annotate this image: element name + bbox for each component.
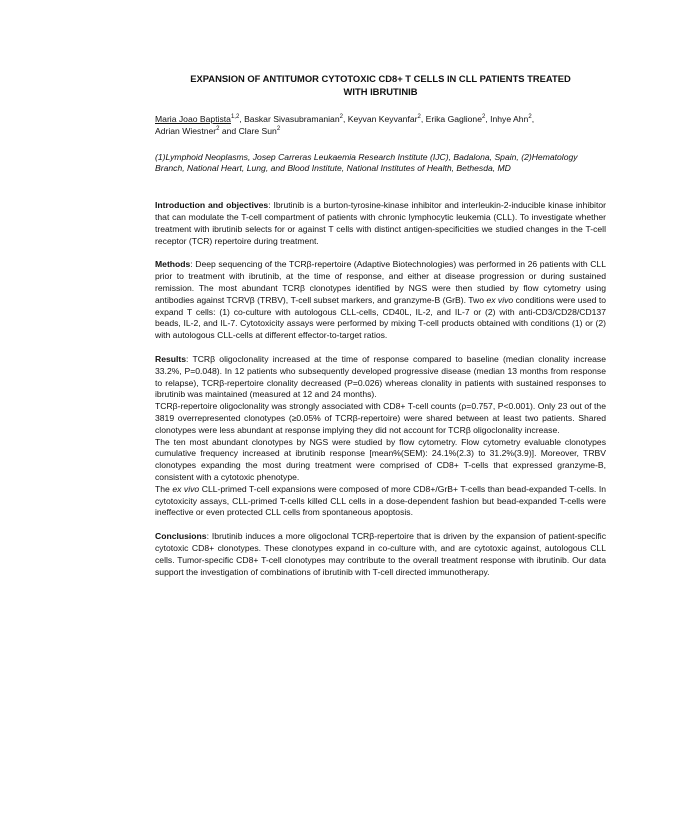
introduction-paragraph — [155, 200, 606, 247]
author-affiliation-mark: 2 — [528, 114, 532, 121]
italic-term: ex vivo — [486, 294, 514, 305]
author-affiliation-mark: 2 — [276, 125, 281, 132]
results-section — [155, 354, 606, 519]
section-text: : Ibrutinib is a burton-tyrosine-kinase inhibitor and interleukin-2-inducible kinase inhibitor that can modulate the T-cell compartment of patients with chronic lymphocytic leukemia (CLL). To investigate whether treatment with ibrutinib selects for or against T cells with distinct antigen-specificities we studied changes in the T-cell receptor (TCR) repertoire during treatment. — [155, 200, 606, 246]
author-name: , Baskar Sivasubramanian — [239, 114, 340, 124]
results-paragraph — [155, 484, 606, 519]
abstract-body — [155, 72, 606, 590]
italic-term: ex vivo — [172, 483, 200, 494]
section-heading: Methods — [155, 259, 191, 270]
title-line-1: EXPANSION OF ANTITUMOR CYTOTOXIC CD8+ T CELLS IN CLL PATIENTS TREATED — [190, 73, 571, 84]
methods-paragraph — [155, 259, 606, 342]
author-affiliation-mark: 2 — [216, 125, 220, 132]
author-name: and Clare Sun — [219, 125, 277, 136]
author-affiliation-mark: 2 — [417, 114, 421, 121]
section-text: : Deep sequencing of the TCRβ-repertoire (Adaptive Biotechnologies) was performed in 26 patients with CLL prior to treatment with ibrutinib, at the time of response, and either at disease progression or during sustained remission. The most abundant TCRβ clonotypes identified by NGS were then studied by flow cytometry using antibodies against TCRVβ (TRBV), T-cell subset markers, and granzyme-B (GrB). Two — [155, 259, 606, 305]
affiliations: (1)Lymphoid Neoplasms, Josep Carreras Leukaemia Research Institute (IJC), Badalona, Spain, (2)Hematology Branch, National Heart, Lung, and Blood Institute, National Institutes of Health, Bethesda, MD — [155, 151, 578, 174]
author-affiliation-mark: 2 — [481, 114, 486, 121]
section-text: conditions were used to expand T cells: (1) co-culture with autologous CLL-cells, CD40L, IL-2, and IL-7 or (2) with anti-CD3/CD28/CD137 beads, IL-2, and IL-7. Cytotoxicity assays were performed by mixing T-cell products obtained with conditions (1) or (2) with autologous CLL-cells at different effector-to-target ratios. — [155, 294, 606, 341]
section-text: The — [155, 483, 173, 494]
author-separator: , — [531, 114, 535, 124]
author-affiliation-mark: 2 — [339, 114, 343, 121]
author-name: Adrian Wiestner — [155, 125, 217, 136]
abstract-title — [155, 72, 606, 98]
conclusions-paragraph — [155, 531, 606, 578]
author-list — [155, 114, 606, 138]
author-name: , Keyvan Keyvanfar — [342, 114, 418, 124]
author-name: , Inhye Ahn — [485, 114, 529, 124]
section-text: : Ibrutinib induces a more oligoclonal TCRβ-repertoire that is driven by the expansion of patient-specific cytotoxic CD8+ clonotypes. These clonotypes expand in co-culture with, and are cytotoxic against, autologous CLL cells. Tumor-specific CD8+ T-cell clonotypes may contribute to the overall treatment response with ibrutinib. Our data support the investigation of combinations of ibrutinib with T-cell directed immunotherapy. — [155, 531, 606, 577]
methods-section — [155, 259, 606, 342]
section-heading: Introduction and objectives — [155, 200, 269, 211]
author-name: Maria Joao Baptista — [155, 114, 231, 124]
introduction-section — [155, 200, 606, 247]
title-line-2: WITH IBRUTINIB — [343, 86, 418, 97]
section-text: CLL-primed T-cell expansions were composed of more CD8+/GrB+ T-cells than bead-expanded T-cells. In cytotoxicity assays, CLL-primed T-cells killed CLL cells in a dose-dependent fashion but bead-expanded T-cells were ineffective or even protected CLL cells from spontaneous apoptosis. — [155, 483, 606, 518]
section-heading: Conclusions — [155, 531, 207, 542]
section-text: : TCRβ oligoclonality increased at the time of response compared to baseline (median clonality increase 33.2%, P=0.048). In 12 patients who subsequently developed progressive disease (median 13 months from response to relapse), TCRβ-repertoire clonality decreased (P=0.026) whereas clonality in patients with sustained responses to ibrutinib was maintained (measured at 12 and 24 months). — [155, 353, 606, 400]
author-affiliation-mark: 1,2 — [230, 114, 240, 121]
results-paragraph — [155, 354, 606, 401]
results-paragraph: TCRβ-repertoire oligoclonality was strongly associated with CD8+ T-cell counts (ρ=0.757, P<0.001). Only 23 out of the 3819 overrepresented clonotypes (≥0.05% of TCRβ-repertoire) were shared between at least two patients. Shared clonotypes were less abundant at response implying they did not account for TCRβ oligoclonality increase. — [155, 401, 606, 435]
section-heading: Results — [155, 353, 187, 364]
author-name: , Erika Gaglione — [420, 114, 482, 124]
results-paragraph: The ten most abundant clonotypes by NGS were studied by flow cytometry. Flow cytometry evaluable clonotypes cumulative frequency increased at ibrutinib response [mean%(SEM): 24.1%(2.3) to 31.2%(3.9)]. Moreover, TRBV clonotypes expanding the most during treatment were comprised of CD8+ T-cells that expressed granzyme-B, consistent with a cytotoxic phenotype. — [155, 436, 606, 482]
conclusions-section — [155, 531, 606, 578]
